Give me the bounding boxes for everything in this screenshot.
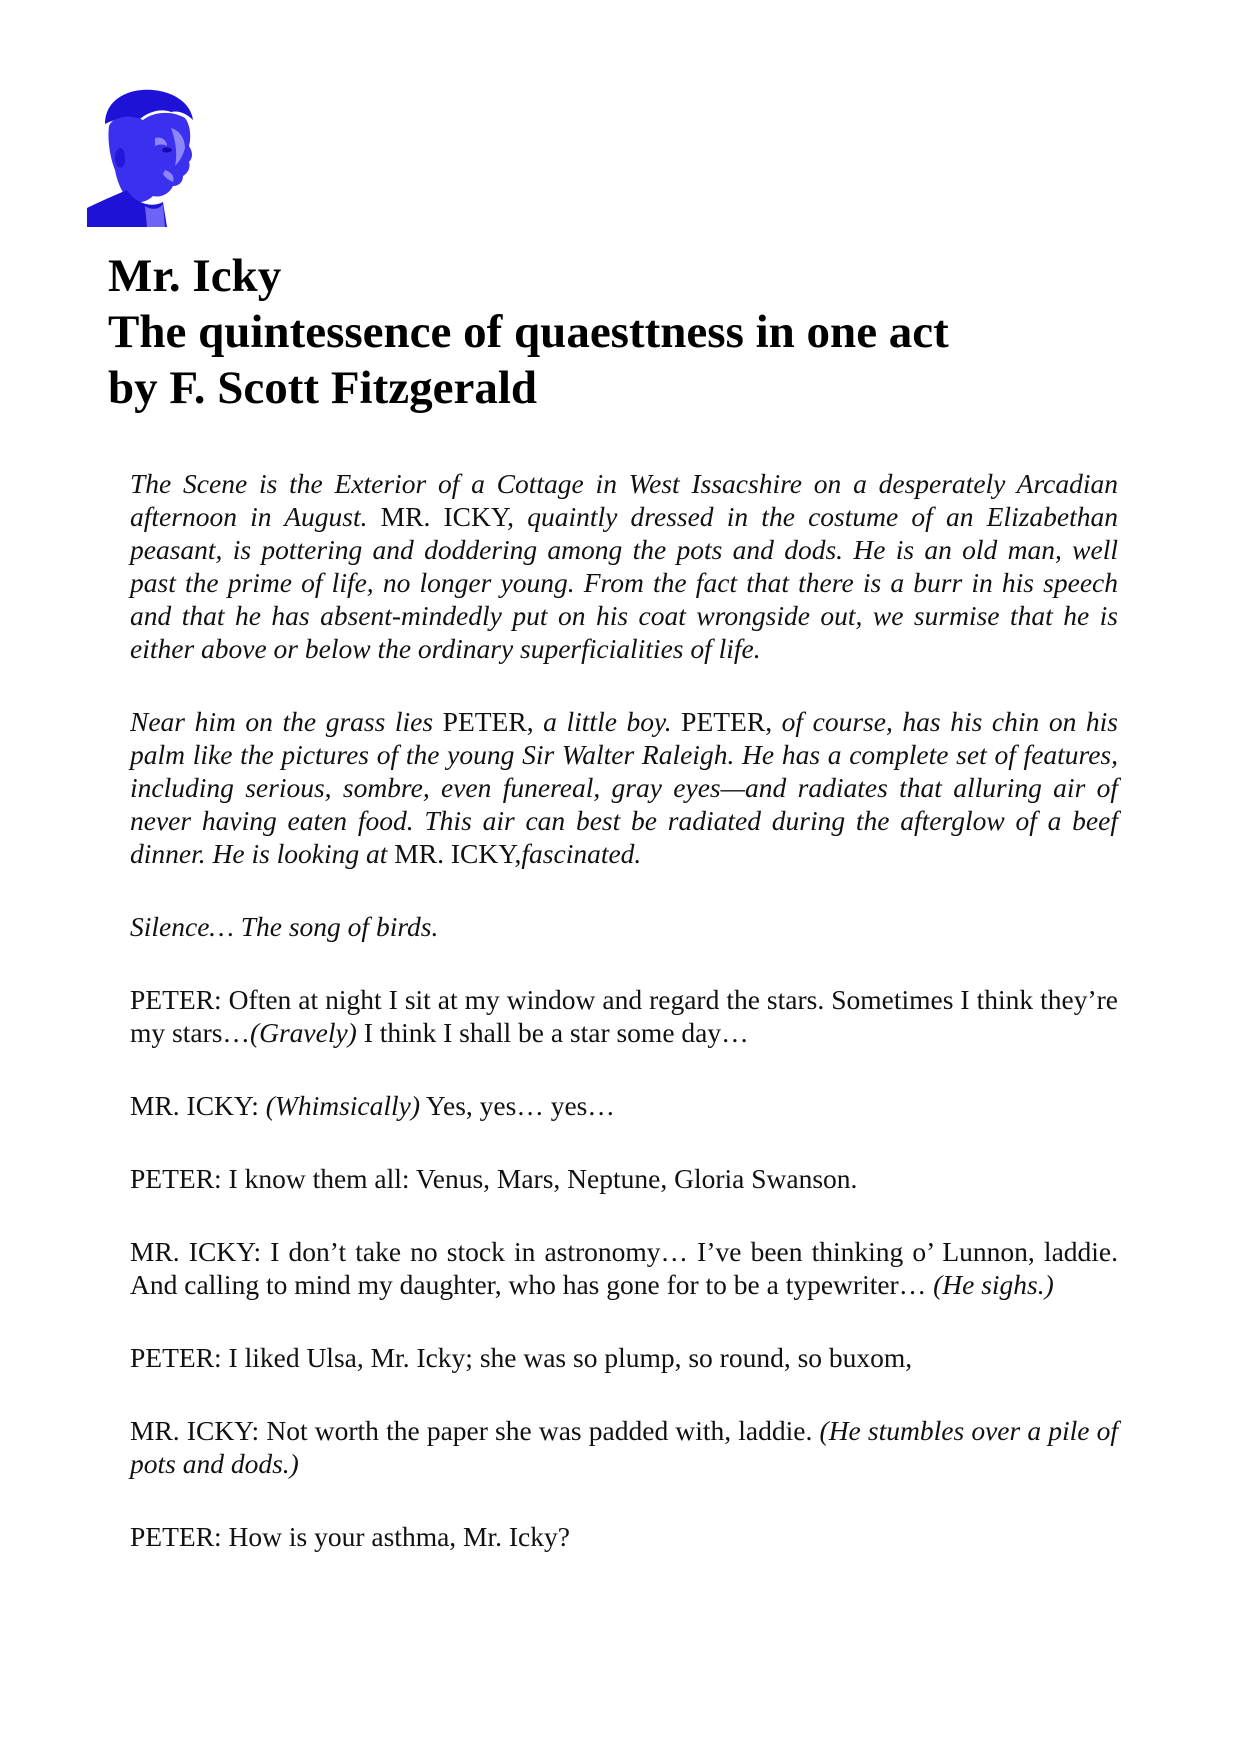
stage-text: fascinated. bbox=[521, 838, 642, 869]
title-line-1: Mr. Icky bbox=[108, 250, 282, 302]
speaker: PETER: bbox=[130, 984, 222, 1015]
stage-text: Near him on the grass lies bbox=[130, 706, 434, 737]
dialogue-text: How is your asthma, Mr. Icky? bbox=[228, 1521, 570, 1552]
stage-text: The Scene is the Exterior of a Cottage in West Issacshire on a desperately Arcadian afternoon in August. bbox=[130, 468, 1118, 532]
dialogue-line bbox=[130, 1089, 1118, 1122]
stage-direction: (He sighs.) bbox=[933, 1269, 1054, 1300]
title-line-3: by F. Scott Fitzgerald bbox=[108, 362, 538, 414]
dialogue-line bbox=[130, 1414, 1118, 1480]
dialogue-text: I know them all: Venus, Mars, Neptune, Gloria Swanson. bbox=[228, 1163, 858, 1194]
speaker: PETER: bbox=[130, 1163, 222, 1194]
stage-text: of course, has his chin on his palm like the pictures of the young Sir Walter Raleigh. He has a complete set of features, including serious, sombre, even funereal, gray eyes—and radiates that alluring air of never having eaten food. This air can best be radiated during the afterglow of a beef dinner. He is looking at bbox=[130, 706, 1119, 869]
stage-direction: (Gravely) bbox=[249, 1017, 357, 1048]
stage-text: a little boy. bbox=[543, 706, 672, 737]
dialogue-line bbox=[130, 1162, 1118, 1195]
character-name: PETER, bbox=[681, 706, 773, 737]
character-name: MR. ICKY, bbox=[394, 838, 522, 869]
stage-direction: (Whimsically) bbox=[265, 1090, 421, 1121]
speaker: MR. ICKY: bbox=[130, 1090, 259, 1121]
stage-text: Silence… The song of birds. bbox=[130, 911, 439, 942]
stage-direction-silence bbox=[130, 910, 1118, 943]
dialogue-text: I think I shall be a star some day… bbox=[363, 1017, 749, 1048]
dialogue-line bbox=[130, 983, 1118, 1049]
dialogue-line bbox=[130, 1341, 1118, 1374]
dialogue-line bbox=[130, 1520, 1118, 1553]
stage-direction-peter bbox=[130, 705, 1118, 870]
speaker: MR. ICKY: bbox=[130, 1415, 260, 1446]
portrait-image bbox=[87, 86, 205, 227]
dialogue-text: I liked Ulsa, Mr. Icky; she was so plump, so round, so buxom, bbox=[228, 1342, 913, 1373]
character-name: PETER, bbox=[442, 706, 534, 737]
dialogue-text: Not worth the paper she was padded with, laddie. bbox=[266, 1415, 813, 1446]
speaker: PETER: bbox=[130, 1342, 222, 1373]
dialogue-text: Yes, yes… yes… bbox=[425, 1090, 615, 1121]
page-title bbox=[108, 248, 1168, 416]
stage-direction-scene bbox=[130, 467, 1118, 665]
character-name: MR. ICKY, bbox=[380, 501, 515, 532]
stage-text: quaintly dressed in the costume of an Elizabethan peasant, is pottering and doddering among the pots and dods. He is an old man, well past the prime of life, no longer young. From the fact that there is a burr in his speech and that he has absent-mindedly put on his coat wrongside out, we surmise that he is either above or below the ordinary superficialities of life. bbox=[130, 501, 1119, 664]
dialogue-text: I don’t take no stock in astronomy… I’ve been thinking o’ Lunnon, laddie. And calling to mind my daughter, who has gone for to be a typewriter… bbox=[130, 1236, 1118, 1300]
title-line-2: The quintessence of quaesttness in one act bbox=[108, 306, 949, 358]
dialogue-line bbox=[130, 1235, 1118, 1301]
speaker: PETER: bbox=[130, 1521, 222, 1552]
author-portrait bbox=[87, 86, 205, 227]
play-text bbox=[130, 467, 1118, 1553]
dialogue-text: Often at night I sit at my window and regard the stars. Sometimes I think they’re my stars… bbox=[130, 984, 1118, 1048]
stage-direction: (He stumbles over a pile of pots and dods.) bbox=[130, 1415, 1119, 1479]
speaker: MR. ICKY: bbox=[130, 1236, 262, 1267]
